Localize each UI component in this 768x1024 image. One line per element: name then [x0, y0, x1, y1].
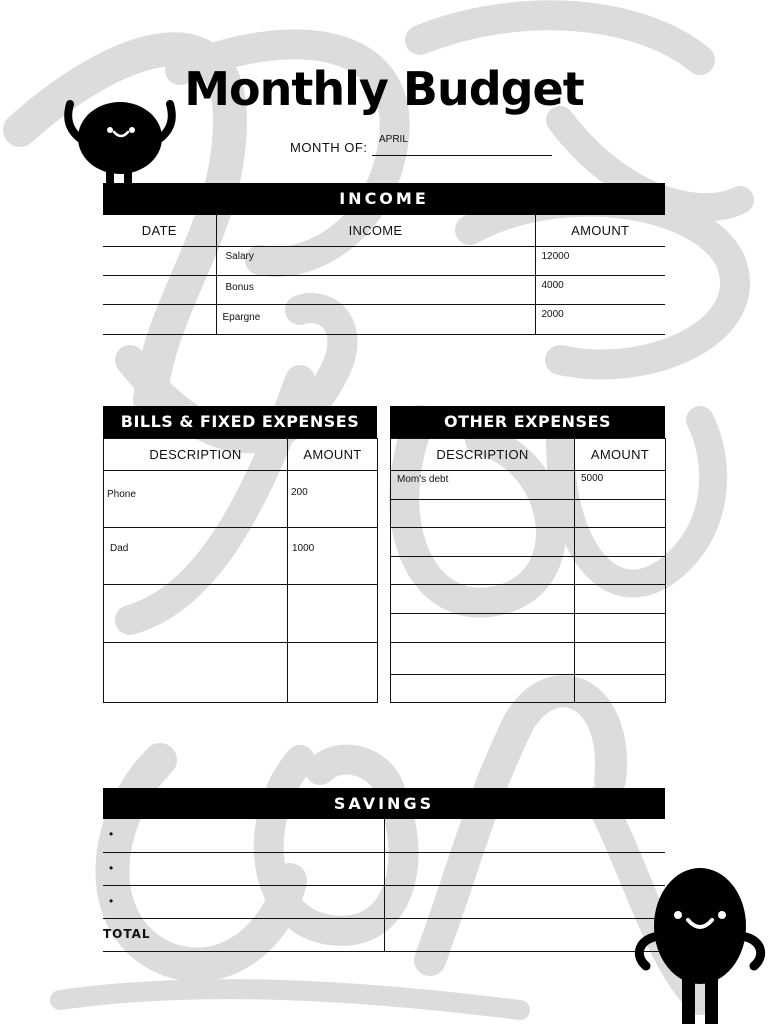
bills-amount-cell[interactable]: 200 — [288, 471, 378, 528]
bullet: • — [109, 827, 114, 841]
income-name-cell[interactable]: Bonus — [216, 275, 535, 304]
other-amount-cell[interactable] — [575, 585, 666, 614]
income-table — [103, 215, 665, 335]
table-row — [104, 585, 378, 643]
other-amount-cell[interactable] — [575, 614, 666, 643]
bills-description-cell[interactable] — [104, 585, 288, 643]
savings-item-cell[interactable] — [103, 852, 384, 885]
bills-amount-cell[interactable] — [288, 585, 378, 643]
other-description-cell[interactable] — [391, 675, 575, 703]
other-description-cell[interactable] — [391, 585, 575, 614]
bills-description-cell[interactable] — [104, 643, 288, 703]
income-date-cell[interactable] — [103, 304, 216, 334]
table-row — [103, 275, 665, 304]
table-row — [104, 643, 378, 703]
bullet: • — [109, 893, 114, 908]
table-row — [104, 528, 378, 585]
table-row — [391, 585, 666, 614]
table-row — [391, 500, 666, 528]
income-col-amount: AMOUNT — [535, 215, 665, 246]
month-underline — [372, 155, 552, 156]
other-description-cell[interactable]: Mom's debt — [391, 471, 575, 500]
income-name-cell[interactable]: Epargne — [216, 304, 535, 334]
income-amount-cell[interactable]: 2000 — [535, 304, 665, 334]
table-row — [391, 557, 666, 585]
table-row — [104, 471, 378, 528]
income-col-income: INCOME — [216, 215, 535, 246]
table-row — [391, 471, 666, 500]
table-row — [391, 675, 666, 703]
savings-amount-cell[interactable] — [384, 852, 665, 885]
mascot-waving-icon — [632, 866, 768, 1024]
table-row — [103, 918, 665, 951]
bills-col-amount: AMOUNT — [288, 439, 378, 471]
income-col-date: DATE — [103, 215, 216, 246]
income-date-cell[interactable] — [103, 275, 216, 304]
bills-description-cell[interactable]: Phone — [104, 471, 288, 528]
table-row — [391, 614, 666, 643]
bills-description-cell[interactable]: Dad — [104, 528, 288, 585]
other-description-cell[interactable] — [391, 557, 575, 585]
bills-col-description: DESCRIPTION — [104, 439, 288, 471]
month-value[interactable]: APRIL — [379, 134, 408, 145]
other-description-cell[interactable] — [391, 643, 575, 675]
savings-table — [103, 819, 665, 952]
other-amount-cell[interactable] — [575, 643, 666, 675]
savings-total-label: TOTAL — [103, 926, 151, 941]
other-amount-cell[interactable] — [575, 557, 666, 585]
other-col-description: DESCRIPTION — [391, 439, 575, 471]
table-row — [391, 528, 666, 557]
income-name-cell[interactable]: Salary — [216, 246, 535, 275]
savings-total-amount-cell[interactable] — [384, 918, 665, 951]
other-description-cell[interactable] — [391, 500, 575, 528]
bullet: • — [109, 860, 114, 875]
savings-item-cell[interactable] — [103, 819, 384, 852]
bills-amount-cell[interactable]: 1000 — [288, 528, 378, 585]
bills-header: BILLS & FIXED EXPENSES — [103, 406, 377, 438]
savings-amount-cell[interactable] — [384, 819, 665, 852]
other-amount-cell[interactable] — [575, 500, 666, 528]
income-amount-cell[interactable]: 4000 — [535, 275, 665, 304]
table-row — [103, 246, 665, 275]
table-row — [103, 852, 665, 885]
other-expenses-header: OTHER EXPENSES — [390, 406, 665, 438]
other-expenses-table — [390, 438, 666, 703]
other-col-amount: AMOUNT — [575, 439, 666, 471]
table-row — [103, 819, 665, 852]
other-amount-cell[interactable] — [575, 675, 666, 703]
savings-amount-cell[interactable] — [384, 885, 665, 918]
mascot-arms-up-icon — [62, 100, 178, 186]
table-row — [103, 885, 665, 918]
bills-table — [103, 438, 378, 703]
savings-header: SAVINGS — [103, 788, 665, 819]
savings-total-label-cell — [103, 918, 384, 951]
table-row — [391, 643, 666, 675]
table-row — [103, 304, 665, 334]
income-header: INCOME — [103, 183, 665, 215]
other-description-cell[interactable] — [391, 614, 575, 643]
other-description-cell[interactable] — [391, 528, 575, 557]
bills-amount-cell[interactable] — [288, 643, 378, 703]
savings-item-cell[interactable] — [103, 885, 384, 918]
income-amount-cell[interactable]: 12000 — [535, 246, 665, 275]
other-amount-cell[interactable] — [575, 528, 666, 557]
month-label: MONTH OF: — [290, 140, 368, 155]
other-amount-cell[interactable]: 5000 — [575, 471, 666, 500]
income-date-cell[interactable] — [103, 246, 216, 275]
page-title: Monthly Budget — [184, 62, 584, 116]
